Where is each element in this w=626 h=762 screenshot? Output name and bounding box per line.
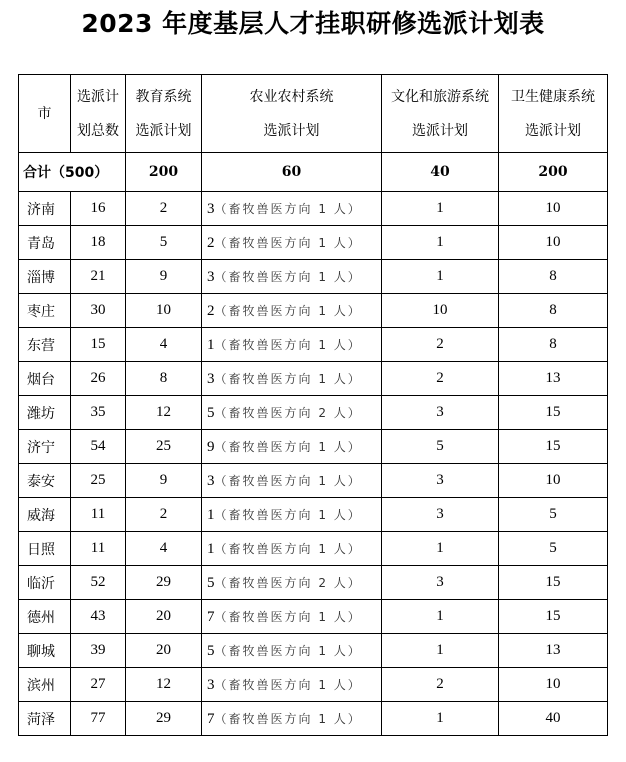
row-agriculture-note: （畜牧兽医方向 1 人） — [214, 337, 362, 352]
row-education: 29 — [126, 702, 202, 736]
table-row — [19, 362, 608, 396]
row-total: 16 — [71, 192, 126, 226]
row-agriculture — [202, 566, 382, 600]
row-city: 潍坊 — [19, 396, 71, 430]
header-culture-line1: 文化和旅游系统 — [391, 88, 489, 105]
row-agriculture-note: （畜牧兽医方向 2 人） — [214, 575, 362, 590]
row-agriculture — [202, 532, 382, 566]
table-row — [19, 668, 608, 702]
row-agriculture-note: （畜牧兽医方向 1 人） — [214, 473, 362, 488]
row-culture: 2 — [382, 362, 499, 396]
row-education: 2 — [126, 498, 202, 532]
row-agriculture-note: （畜牧兽医方向 1 人） — [214, 541, 362, 556]
table-row — [19, 464, 608, 498]
table-row — [19, 226, 608, 260]
header-row — [19, 75, 608, 153]
row-agriculture-count: 5 — [207, 404, 215, 421]
row-education: 20 — [126, 600, 202, 634]
row-agriculture-count: 1 — [207, 336, 215, 353]
row-education: 2 — [126, 192, 202, 226]
row-city: 淄博 — [19, 260, 71, 294]
row-agriculture-note: （畜牧兽医方向 1 人） — [214, 439, 362, 454]
row-agriculture-note: （畜牧兽医方向 1 人） — [214, 609, 362, 624]
row-agriculture — [202, 328, 382, 362]
row-health: 15 — [499, 430, 608, 464]
row-health: 15 — [499, 566, 608, 600]
row-health: 8 — [499, 294, 608, 328]
row-culture: 3 — [382, 464, 499, 498]
header-agriculture-line1: 农业农村系统 — [249, 88, 334, 105]
row-agriculture — [202, 226, 382, 260]
table-row — [19, 566, 608, 600]
row-city: 聊城 — [19, 634, 71, 668]
row-agriculture-note: （畜牧兽医方向 1 人） — [214, 269, 362, 284]
row-city: 东营 — [19, 328, 71, 362]
row-agriculture-note: （畜牧兽医方向 1 人） — [214, 201, 362, 216]
header-health-line1: 卫生健康系统 — [511, 88, 595, 105]
row-health: 5 — [499, 532, 608, 566]
row-health: 10 — [499, 668, 608, 702]
row-education: 20 — [126, 634, 202, 668]
row-health: 10 — [499, 464, 608, 498]
table-row — [19, 702, 608, 736]
row-agriculture — [202, 464, 382, 498]
row-agriculture — [202, 396, 382, 430]
row-agriculture — [202, 498, 382, 532]
total-row — [19, 153, 608, 192]
header-city: 市 — [19, 75, 71, 153]
row-agriculture — [202, 634, 382, 668]
total-label: 合计（500） — [19, 153, 126, 192]
row-agriculture — [202, 192, 382, 226]
row-agriculture-count: 5 — [207, 574, 215, 591]
header-total-line1: 选派计 — [77, 88, 119, 105]
row-agriculture — [202, 294, 382, 328]
row-agriculture-count: 5 — [207, 642, 215, 659]
row-agriculture-note: （畜牧兽医方向 2 人） — [214, 405, 362, 420]
row-agriculture-note: （畜牧兽医方向 1 人） — [214, 303, 362, 318]
table-row — [19, 328, 608, 362]
row-total: 77 — [71, 702, 126, 736]
header-health-line2: 选派计划 — [525, 122, 581, 139]
total-agriculture: 60 — [202, 153, 382, 192]
row-health: 5 — [499, 498, 608, 532]
row-agriculture — [202, 260, 382, 294]
row-culture: 5 — [382, 430, 499, 464]
row-total: 11 — [71, 498, 126, 532]
row-total: 26 — [71, 362, 126, 396]
row-culture: 1 — [382, 702, 499, 736]
row-agriculture-count: 3 — [207, 200, 215, 217]
row-agriculture — [202, 600, 382, 634]
row-education: 25 — [126, 430, 202, 464]
row-total: 39 — [71, 634, 126, 668]
row-culture: 10 — [382, 294, 499, 328]
header-agriculture — [202, 75, 382, 153]
row-health: 40 — [499, 702, 608, 736]
table-row — [19, 260, 608, 294]
row-city: 日照 — [19, 532, 71, 566]
row-health: 15 — [499, 396, 608, 430]
row-education: 9 — [126, 464, 202, 498]
row-agriculture — [202, 430, 382, 464]
row-culture: 3 — [382, 566, 499, 600]
header-culture — [382, 75, 499, 153]
row-total: 54 — [71, 430, 126, 464]
row-total: 15 — [71, 328, 126, 362]
plan-table — [18, 74, 608, 736]
table-row — [19, 532, 608, 566]
total-education: 200 — [126, 153, 202, 192]
row-total: 25 — [71, 464, 126, 498]
row-agriculture-note: （畜牧兽医方向 1 人） — [214, 643, 362, 658]
row-culture: 2 — [382, 328, 499, 362]
total-health: 200 — [499, 153, 608, 192]
row-agriculture-note: （畜牧兽医方向 1 人） — [214, 677, 362, 692]
row-culture: 2 — [382, 668, 499, 702]
row-agriculture-note: （畜牧兽医方向 1 人） — [214, 507, 362, 522]
header-education-line1: 教育系统 — [135, 88, 192, 105]
row-agriculture-note: （畜牧兽医方向 1 人） — [214, 235, 362, 250]
row-agriculture — [202, 702, 382, 736]
row-city: 泰安 — [19, 464, 71, 498]
row-health: 13 — [499, 634, 608, 668]
row-health: 10 — [499, 192, 608, 226]
table-row — [19, 192, 608, 226]
row-culture: 1 — [382, 192, 499, 226]
page-title: 2023 年度基层人才挂职研修选派计划表 — [81, 9, 545, 38]
table-row — [19, 498, 608, 532]
row-education: 5 — [126, 226, 202, 260]
row-health: 13 — [499, 362, 608, 396]
row-education: 12 — [126, 396, 202, 430]
row-culture: 1 — [382, 532, 499, 566]
row-health: 15 — [499, 600, 608, 634]
header-total — [71, 75, 126, 153]
row-health: 10 — [499, 226, 608, 260]
row-total: 27 — [71, 668, 126, 702]
row-education: 10 — [126, 294, 202, 328]
header-agriculture-line2: 选派计划 — [263, 122, 320, 139]
row-total: 30 — [71, 294, 126, 328]
row-city: 枣庄 — [19, 294, 71, 328]
row-city: 滨州 — [19, 668, 71, 702]
row-education: 8 — [126, 362, 202, 396]
row-education: 29 — [126, 566, 202, 600]
row-agriculture-count: 7 — [207, 608, 215, 625]
table-row — [19, 396, 608, 430]
row-agriculture — [202, 668, 382, 702]
table-row — [19, 430, 608, 464]
row-agriculture-count: 3 — [207, 472, 215, 489]
row-city: 菏泽 — [19, 702, 71, 736]
table-row — [19, 600, 608, 634]
row-culture: 1 — [382, 226, 499, 260]
row-health: 8 — [499, 260, 608, 294]
row-culture: 3 — [382, 498, 499, 532]
table-row — [19, 294, 608, 328]
row-total: 11 — [71, 532, 126, 566]
header-education-line2: 选派计划 — [135, 122, 192, 139]
row-agriculture-count: 3 — [207, 676, 215, 693]
row-agriculture-count: 1 — [207, 540, 215, 557]
row-agriculture-count: 3 — [207, 268, 215, 285]
row-city: 烟台 — [19, 362, 71, 396]
row-city: 济宁 — [19, 430, 71, 464]
row-total: 35 — [71, 396, 126, 430]
header-culture-line2: 选派计划 — [412, 122, 468, 139]
row-agriculture-count: 2 — [207, 234, 215, 251]
table-row — [19, 634, 608, 668]
row-city: 临沂 — [19, 566, 71, 600]
row-total: 43 — [71, 600, 126, 634]
row-total: 21 — [71, 260, 126, 294]
header-education — [126, 75, 202, 153]
row-education: 9 — [126, 260, 202, 294]
row-city: 济南 — [19, 192, 71, 226]
row-agriculture-count: 3 — [207, 370, 215, 387]
row-agriculture — [202, 362, 382, 396]
row-agriculture-count: 1 — [207, 506, 215, 523]
row-agriculture-count: 7 — [207, 710, 215, 727]
row-agriculture-note: （畜牧兽医方向 1 人） — [214, 711, 362, 726]
header-total-line2: 划总数 — [77, 122, 119, 139]
header-health — [499, 75, 608, 153]
row-city: 德州 — [19, 600, 71, 634]
row-city: 威海 — [19, 498, 71, 532]
row-culture: 1 — [382, 260, 499, 294]
row-culture: 1 — [382, 634, 499, 668]
row-education: 4 — [126, 532, 202, 566]
total-culture: 40 — [382, 153, 499, 192]
row-culture: 3 — [382, 396, 499, 430]
row-agriculture-note: （畜牧兽医方向 1 人） — [214, 371, 362, 386]
row-agriculture-count: 2 — [207, 302, 215, 319]
row-city: 青岛 — [19, 226, 71, 260]
row-education: 4 — [126, 328, 202, 362]
row-health: 8 — [499, 328, 608, 362]
row-agriculture-count: 9 — [207, 438, 215, 455]
row-total: 52 — [71, 566, 126, 600]
row-total: 18 — [71, 226, 126, 260]
row-culture: 1 — [382, 600, 499, 634]
row-education: 12 — [126, 668, 202, 702]
